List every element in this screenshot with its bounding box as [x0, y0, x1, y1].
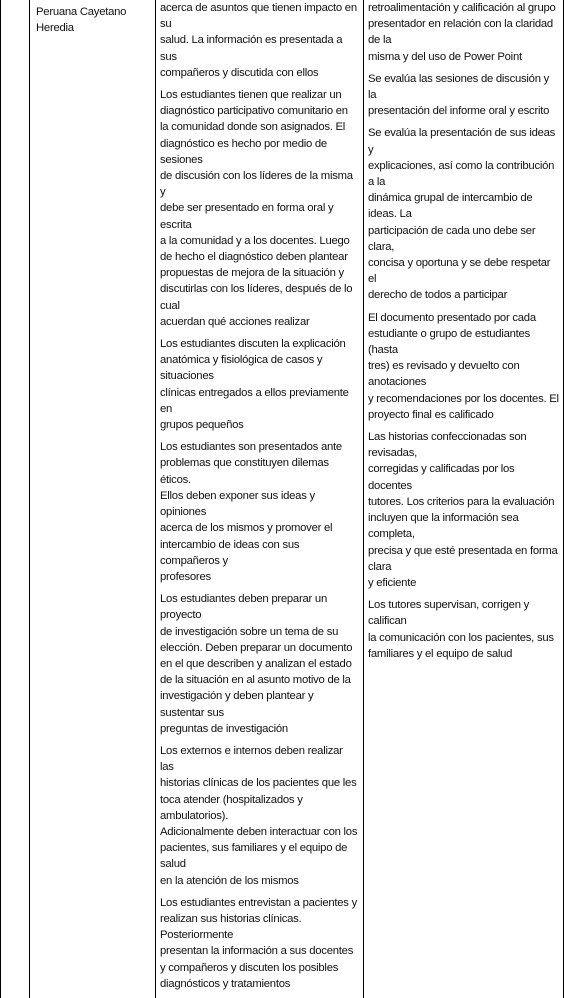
- activity-paragraph: acerca de asuntos que tienen impacto en su salud. La información es presentada a sus compañeros y discutida con ellos: [160, 2, 357, 79]
- activity-paragraph: Los estudiantes son presentados ante problemas que constituyen dilemas éticos. Ellos deben exponer sus ideas y opiniones acerca de los mismos y promover el intercambio de ideas con sus compañeros y profesores: [160, 441, 342, 583]
- activity-paragraph: Los estudiantes entrevistan a pacientes y realizan sus historias clínicas. Posteriormente presentan la información a sus docentes y compañeros y discuten los posibles diagnósticos y tratamientos: [160, 896, 357, 990]
- evaluation-cell: [364, 0, 564, 998]
- evaluation-paragraph: Los tutores supervisan, corrigen y califican la comunicación con los pacientes, sus familiares y el equipo de salud: [368, 599, 554, 660]
- evaluation-paragraph: retroalimentación y calificación al grupo presentador en relación con la claridad de la misma y del uso de Power Point: [368, 2, 556, 63]
- activity-paragraph: Los estudiantes tienen que realizar un diagnóstico participativo comunitario en la comunidad donde son asignados. El diagnóstico es hecho por medio de sesiones de discusión con los líderes de la misma y debe ser presentado en forma oral y escrita a la comunidad y a los docentes. Luego de hecho el diagnóstico deben plantear propuestas de mejora de la situación y discutirlas con los líderes, después de lo cual acuerdan qué acciones realizar: [160, 89, 353, 328]
- evaluation-paragraph: El documento presentado por cada estudiante o grupo de estudiantes (hasta tres) es revisado y devuelto con anotaciones y recomendaciones por los docentes. El proyecto final es calificado: [368, 311, 559, 421]
- blank-column-cell: [1, 0, 30, 998]
- activity-paragraph: Los estudiantes discuten la explicación anatómica y fisiológica de casos y situaciones clínicas entregados a ellos previamente en grupos pequeños: [160, 338, 349, 432]
- activities-cell: [156, 0, 364, 998]
- evaluation-paragraph: Se evalúa las sesiones de discusión y la presentación del informe oral y escrito: [368, 72, 550, 118]
- institution-cell: [30, 0, 156, 998]
- table-row: [1, 0, 564, 998]
- evaluations-list: [364, 0, 563, 662]
- activity-paragraph: Los externos e internos deben realizar las historias clínicas de los pacientes que les toca atender (hospitalizados y ambulatorios). Adicionalmente deben interactuar con los pacientes, sus familiares y el equipo de salud en la atención de los mismos: [160, 744, 358, 887]
- evaluation-paragraph: Se evalúa la presentación de sus ideas y explicaciones, así como la contribución a la dinámica grupal de intercambio de ideas. La participación de cada uno debe ser clara, concisa y oportuna y se debe respetar el derecho de todos a participar: [368, 127, 556, 302]
- activity-paragraph: Los estudiantes deben preparar un proyecto de investigación sobre un tema de su elección. Deben preparar un documento en el que describen y analizan el estado de la situación en al asunto motivo de la investigación y deben plantear y sustentar sus preguntas de investigación: [160, 593, 353, 735]
- activities-list: [156, 0, 363, 992]
- institution-name: Peruana Cayetano Heredia: [36, 6, 127, 35]
- evaluation-paragraph: Las historias confeccionadas son revisadas, corregidas y calificadas por los docentes tutores. Los criterios para la evaluación incluyen que la información sea completa, precisa y que esté presentada en forma clara y eficiente: [368, 431, 558, 589]
